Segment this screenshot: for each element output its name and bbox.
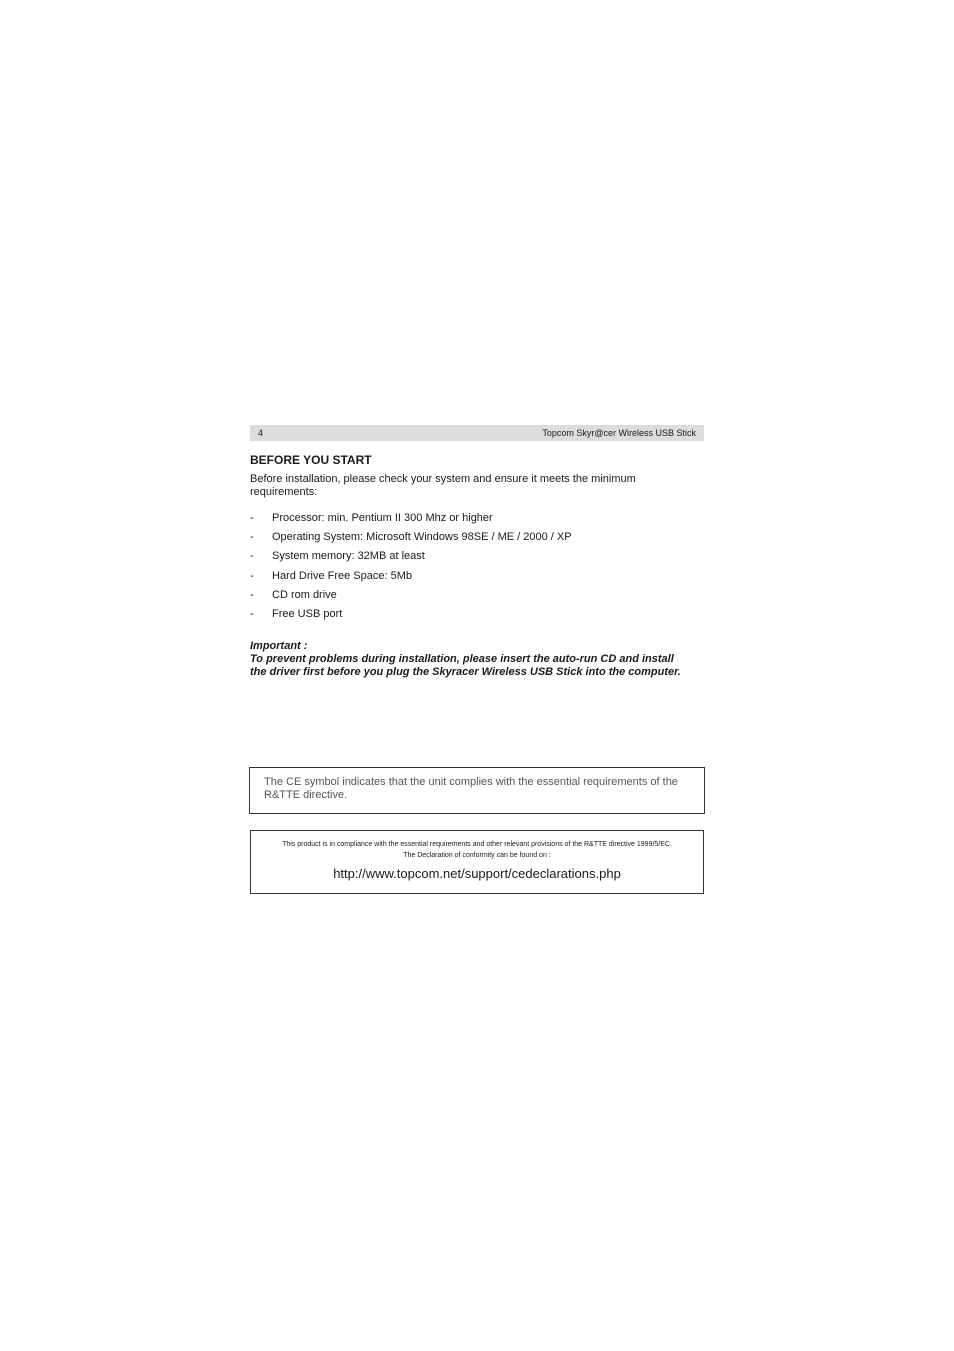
requirement-processor: Processor: min. Pentium II 300 Mhz or higher bbox=[272, 512, 493, 524]
requirement-memory: System memory: 32MB at least bbox=[272, 550, 425, 563]
list-bullet: - bbox=[250, 569, 254, 582]
requirement-disk: Hard Drive Free Space: 5Mb bbox=[272, 569, 412, 582]
ce-notice-box bbox=[249, 767, 705, 814]
section-heading: BEFORE YOU START bbox=[250, 453, 372, 467]
compliance-statement: This product is in compliance with the essential requirements and other relevant provisions of the R&TTE directive 1999/5/EC. bbox=[282, 841, 672, 848]
important-label: Important : bbox=[250, 640, 308, 652]
list-bullet: - bbox=[250, 531, 254, 544]
requirement-os: Operating System: Microsoft Windows 98SE / ME / 2000 / XP bbox=[272, 531, 572, 544]
requirement-cdrom: CD rom drive bbox=[272, 588, 337, 601]
intro-paragraph: Before installation, please check your system and ensure it meets the minimum requirements: bbox=[250, 473, 636, 498]
important-text: To prevent problems during installation, please insert the auto-run CD and install the driver first before you plug the Skyracer Wireless USB Stick into the computer. bbox=[250, 653, 681, 678]
list-bullet: - bbox=[250, 588, 254, 601]
page-header-bar bbox=[250, 425, 704, 441]
list-bullet: - bbox=[250, 550, 254, 563]
requirement-usb: Free USB port bbox=[272, 607, 343, 620]
ce-notice-text: The CE symbol indicates that the unit complies with the essential requirements of the R&TTE directive. bbox=[264, 776, 678, 801]
list-bullet: - bbox=[250, 607, 254, 620]
declaration-url: http://www.topcom.net/support/cedeclarations.php bbox=[333, 866, 621, 881]
list-bullet: - bbox=[250, 512, 254, 524]
page-number: 4 bbox=[258, 428, 264, 438]
document-title: Topcom Skyr@cer Wireless USB Stick bbox=[542, 428, 696, 438]
compliance-box bbox=[250, 830, 704, 894]
declaration-note: The Declaration of conformity can be found on : bbox=[403, 852, 551, 859]
